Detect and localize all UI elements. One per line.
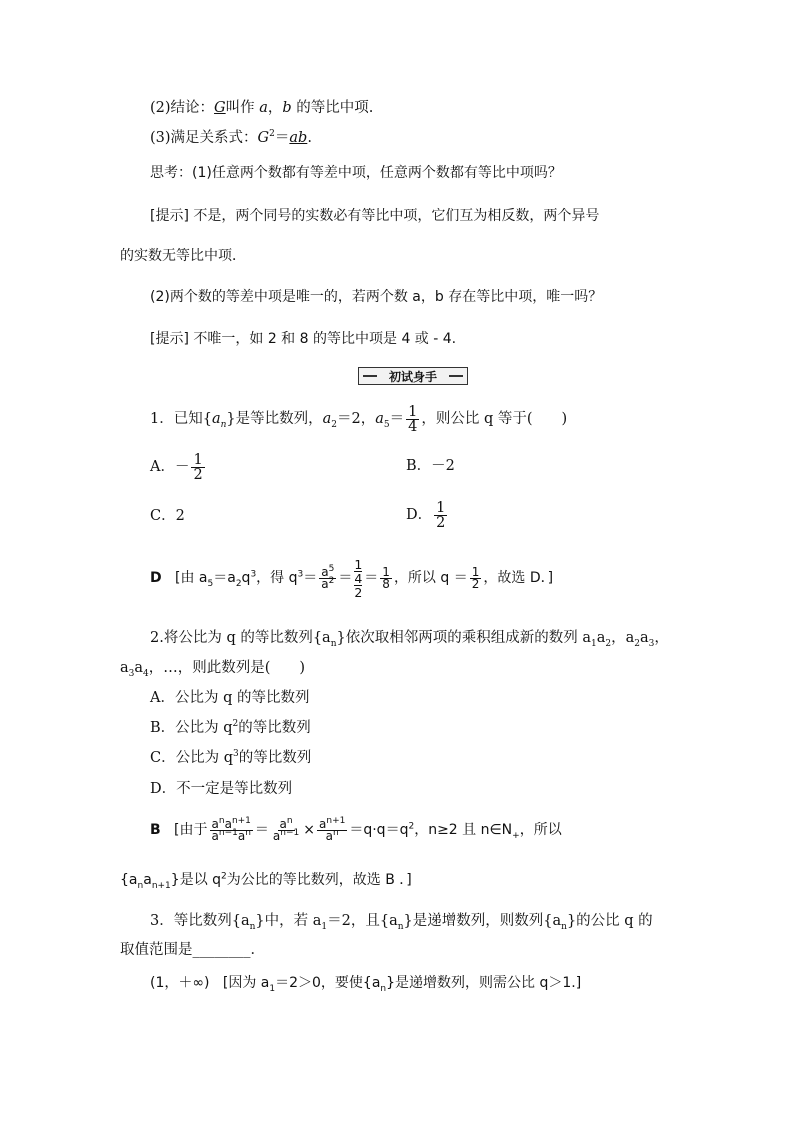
q2-stem-line-2: $a_3a_4$，…，则此数列是( ) [120, 660, 306, 679]
thinking-question-2: (2)两个数的等差中项是唯一的，若两个数 a，b 存在等比中项，唯一吗？ [150, 289, 603, 305]
section-banner: 初试身手 [358, 367, 468, 385]
q2-answer-letter: B [150, 822, 161, 838]
compound-fraction: 1 4 2 [354, 556, 363, 600]
q1-answer: D [由 $a_5=a_2q^3$，得 $q^3=$ $\frac{a^5}{a^2}$ ＝ 1 4 2 ＝ $\frac{1}{8}$ ，所以 q ＝ $\frac{1}{2}$ ，故选 D．] [150, 556, 554, 600]
q2-option-c: C．公比为 $q^3$的等比数列 [150, 749, 312, 766]
q3-answer-interval: (1，＋∞) [150, 975, 210, 991]
relation-line: (3)满足关系式：$G^2=ab$. [150, 129, 312, 146]
q2-answer-line-1: B [由于 $\frac{a^na^{n+1}}{a^{n-1}a^n}$ ＝ $\frac{a^n}{a^{n-1}}$ × $\frac{a^{n+1}}{a^n}$ $=q\cdot q=q^2$，n≥2 且 $n\in N_+$，所以 [150, 815, 562, 843]
q1-option-a: A．－ $\frac{1}{2}$ [150, 451, 203, 483]
q2-answer-line-2: $\{a_na_{n+1}\}$是以 $q^2$为公比的等比数列，故选 B ．] [120, 871, 412, 891]
q1-stem: 1．已知$\{a_n\}$是等比数列，$a_2=2$，$a_5=$ $\frac{1}{4}$ ，则公比 q 等于( ) [150, 403, 568, 435]
q1-option-c: C．2 [150, 508, 185, 524]
q2-stem-line-1: 2.将公比为 q 的等比数列$\{a_n\}$依次取相邻两项的乘积组成新的数列 $a_1a_2$，$a_2a_3$， [150, 630, 669, 649]
q2-option-b: B．公比为 $q^2$的等比数列 [150, 719, 311, 736]
conclusion-line: (2)结论：G叫作 a，b 的等比中项. [150, 100, 374, 116]
hint-1-line-2: 的实数无等比中项． [120, 248, 246, 264]
q3-stem-line-1: 3．等比数列$\{a_n\}$中，若 $a_1=2$，且$\{a_n\}$是递增数列，则数列$\{a_n\}$的公比 q 的 [150, 913, 653, 932]
q3-answer: (1，＋∞) [因为 $a_1=2>0$，要使$\{a_n\}$是递增数列，则需公比 q＞1.] [150, 975, 582, 994]
hint-2: [提示] 不唯一，如 2 和 8 的等比中项是 4 或 - 4. [150, 331, 457, 347]
G-symbol: G [214, 100, 226, 116]
q2-option-a: A．公比为 q 的等比数列 [150, 690, 310, 706]
q2-option-d: D．不一定是等比数列 [150, 781, 293, 797]
q1-fraction: $\frac{1}{4}$ [408, 403, 418, 435]
q1-answer-letter: D [150, 570, 162, 586]
thinking-question-1: 思考：(1)任意两个数都有等差中项，任意两个数都有等比中项吗？ [150, 165, 562, 181]
q1-option-d: D． $\frac{1}{2}$ [406, 499, 446, 531]
q1-option-b: B．－2 [406, 458, 455, 474]
hint-1-line-1: [提示] 不是，两个同号的实数必有等比中项，它们互为相反数，两个异号 [150, 208, 600, 224]
q3-stem-line-2: 取值范围是________． [120, 942, 265, 958]
